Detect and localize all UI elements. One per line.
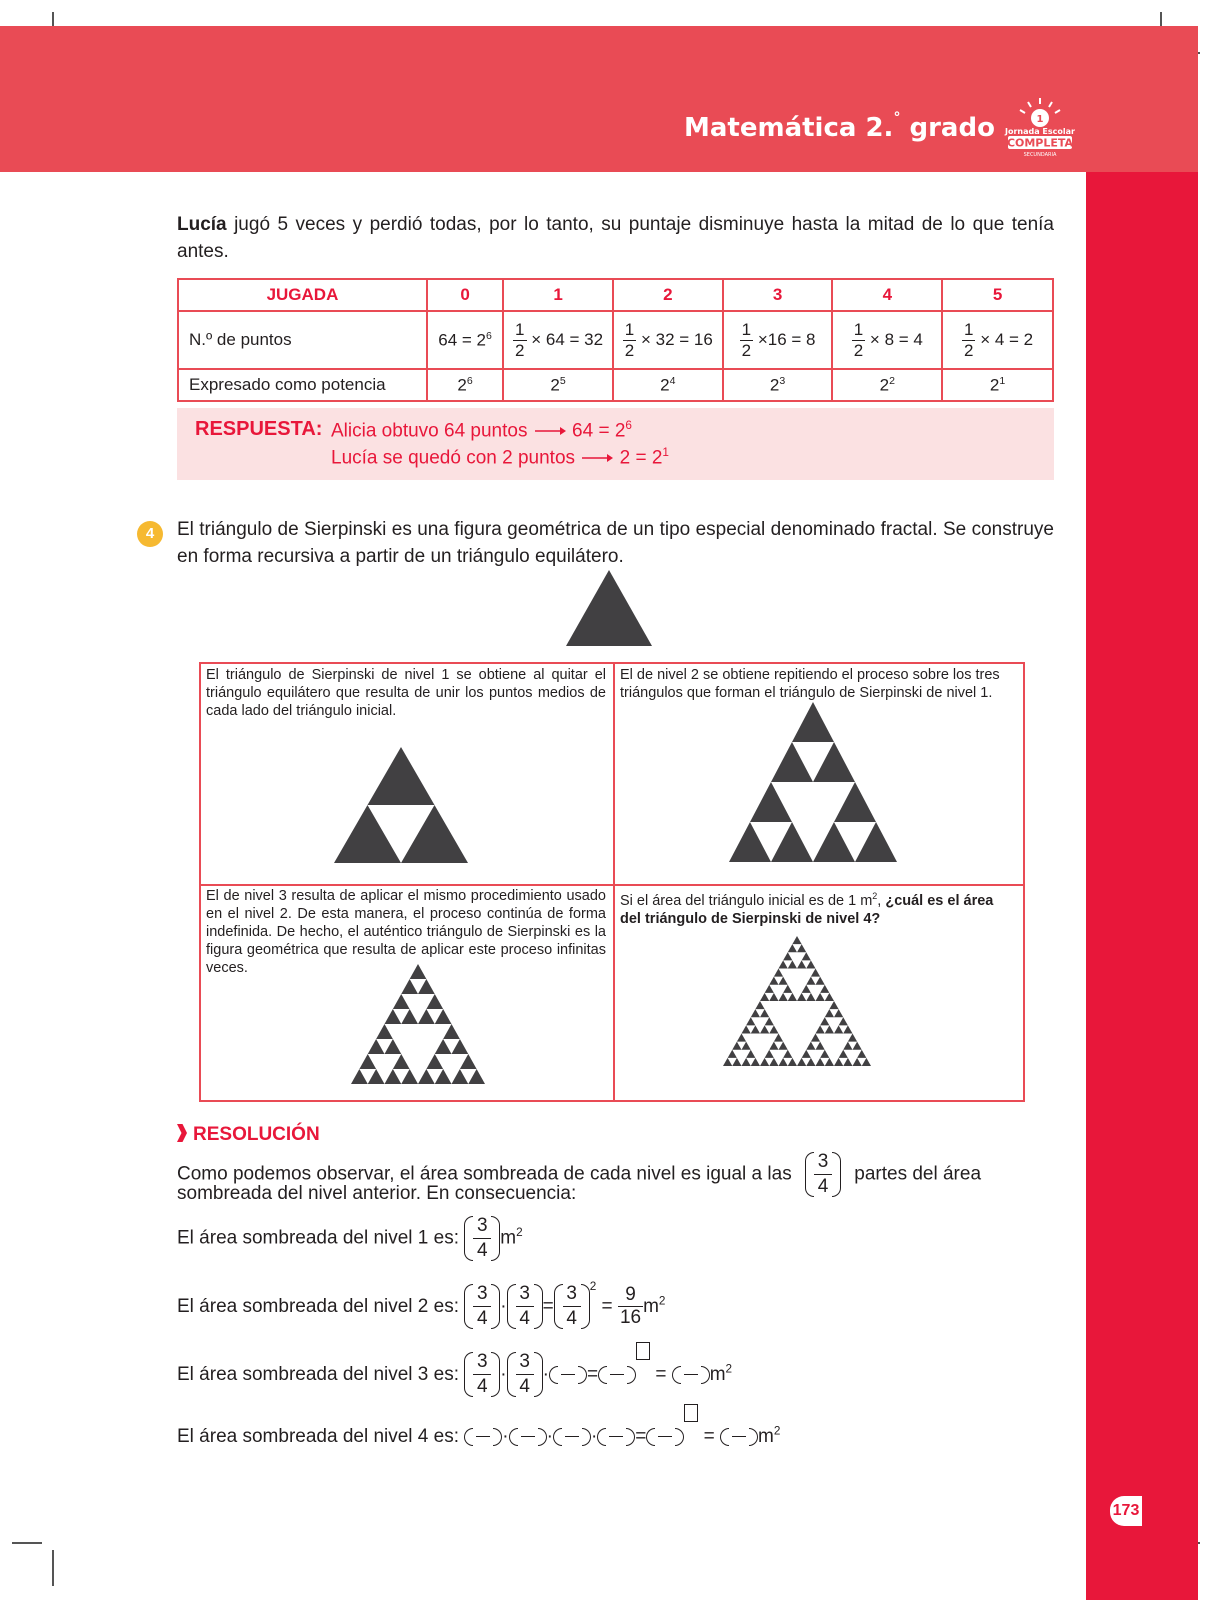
sierpinski-triangle xyxy=(820,985,829,993)
sierpinski-triangle xyxy=(468,1069,485,1084)
sierpinski-triangle xyxy=(426,1054,443,1069)
chevron-right-icon xyxy=(177,1124,187,1142)
sierpinski-triangle xyxy=(769,993,778,1001)
sierpinski-triangle xyxy=(839,1017,848,1025)
equation-level-1: El área sombreada del nivel 1 es: $\frac{3}{4}$ $m^2$ xyxy=(177,1215,523,1261)
sierpinski-triangle xyxy=(359,1054,376,1069)
sierpinski-grid xyxy=(199,662,1025,1102)
sierpinski-triangle xyxy=(825,1025,834,1033)
sierpinski-triangle xyxy=(401,805,468,863)
sierpinski-triangle xyxy=(802,952,811,960)
sierpinski-triangle xyxy=(779,1058,788,1066)
answer-box xyxy=(177,408,1054,480)
sierpinski-triangle xyxy=(334,805,401,863)
sierpinski-triangle xyxy=(806,977,815,985)
sierpinski-triangle xyxy=(765,985,774,993)
equation-level-3: El área sombreada del nivel 3 es: $\frac{3}{4}$ · $\frac{3}{4}$ · = = $m^2$ xyxy=(177,1342,732,1399)
sierpinski-triangle xyxy=(393,1054,410,1069)
sierpinski-triangle xyxy=(393,994,410,1009)
sierpinski-triangle xyxy=(742,1042,751,1050)
sierpinski-triangle xyxy=(376,1024,393,1039)
answer-label: RESPUESTA: xyxy=(195,418,323,440)
sierpinski-triangle xyxy=(853,1042,862,1050)
sierpinski-triangle xyxy=(385,1009,402,1024)
points-table xyxy=(177,278,1054,402)
sierpinski-triangle xyxy=(750,782,792,822)
sierpinski-triangle xyxy=(435,1009,452,1024)
arrow-right-icon xyxy=(580,452,614,464)
row-label: Expresado como potencia xyxy=(178,369,427,401)
sierpinski-triangle xyxy=(783,952,792,960)
sierpinski-triangle xyxy=(834,782,876,822)
sierpinski-triangle xyxy=(806,993,815,1001)
sierpinski-triangle xyxy=(843,1042,852,1050)
sierpinski-triangle xyxy=(797,944,806,952)
sierpinski-triangle xyxy=(368,1039,385,1054)
table-cell: $\frac{1}{2}$ × 32 = 16 xyxy=(613,311,723,369)
sierpinski-triangle xyxy=(811,1034,820,1042)
table-header: 3 xyxy=(723,279,833,311)
sierpinski-triangle xyxy=(452,1069,469,1084)
sierpinski-triangle xyxy=(385,1039,402,1054)
sierpinski-triangle xyxy=(806,960,815,968)
table-cell: $64 = 2^6$ xyxy=(427,311,503,369)
sierpinski-triangle xyxy=(435,1069,452,1084)
sierpinski-triangle xyxy=(732,1058,741,1066)
sierpinski-triangle xyxy=(426,994,443,1009)
sierpinski-triangle xyxy=(825,993,834,1001)
table-header: 1 xyxy=(503,279,613,311)
sierpinski-triangle xyxy=(351,1069,368,1084)
svg-text:COMPLETA: COMPLETA xyxy=(1006,136,1074,150)
sierpinski-triangle xyxy=(751,1025,760,1033)
sierpinski-triangle xyxy=(418,979,435,994)
sierpinski-level-3 xyxy=(351,964,485,1084)
table-cell: $2^5$ xyxy=(503,369,613,401)
sierpinski-triangle xyxy=(774,1034,783,1042)
sierpinski-triangle xyxy=(834,1009,843,1017)
sierpinski-triangle xyxy=(729,822,771,862)
sierpinski-triangle xyxy=(460,1054,477,1069)
sierpinski-triangle xyxy=(862,1058,871,1066)
sierpinski-triangle xyxy=(853,1058,862,1066)
svg-text:1: 1 xyxy=(1036,114,1044,125)
table-cell: $2^3$ xyxy=(723,369,833,401)
sierpinski-triangle xyxy=(783,1050,792,1058)
grid-divider xyxy=(201,884,1023,886)
sierpinski-level-4 xyxy=(723,936,871,1066)
sierpinski-triangle xyxy=(806,1042,815,1050)
sierpinski-triangle xyxy=(760,1009,769,1017)
svg-text:SECUNDARIA: SECUNDARIA xyxy=(1023,152,1057,158)
level2-description: El de nivel 2 se obtiene repitiendo el proceso sobre los tres triángulos que forman el triángulo de Sierpinski de nivel 1. xyxy=(620,667,1000,701)
sierpinski-triangle xyxy=(816,977,825,985)
sierpinski-triangle xyxy=(834,1058,843,1066)
sierpinski-triangle xyxy=(816,1058,825,1066)
sierpinski-triangle xyxy=(816,1025,825,1033)
equation-level-2: El área sombreada del nivel 2 es: $\frac{3}{4}$ · $\frac{3}{4}$ = $\frac{3}{4}$ $^2$ = $\frac{9}{16}$ $m^2$ xyxy=(177,1280,666,1330)
table-header: JUGADA xyxy=(178,279,427,311)
row-label: N.º de puntos xyxy=(178,311,427,369)
sierpinski-triangle xyxy=(779,993,788,1001)
grid-divider xyxy=(613,664,615,1100)
table-cell: $\frac{1}{2}$ × 8 = 4 xyxy=(832,311,942,369)
sierpinski-triangle xyxy=(769,1058,778,1066)
sierpinski-triangle xyxy=(774,969,783,977)
table-cell: $\frac{1}{2}$ × 4 = 2 xyxy=(942,311,1053,369)
table-cell: $\frac{1}{2}$ ×16 = 8 xyxy=(723,311,833,369)
intro-paragraph: Lucía jugó 5 veces y perdió todas, por lo tanto, su puntaje disminuye hasta la mitad de lo que tenía antes. xyxy=(177,214,1054,262)
sierpinski-level-1 xyxy=(334,747,468,863)
page-header-title: Matemática 2.° grado xyxy=(684,110,995,143)
sierpinski-triangle xyxy=(771,822,813,862)
exponent-blank xyxy=(684,1404,698,1422)
answer-line: Alicia obtuvo 64 puntos $64 = 2^6$ xyxy=(331,419,632,442)
sierpinski-level-2 xyxy=(729,702,897,862)
sierpinski-triangle xyxy=(418,1009,435,1024)
sierpinski-triangle xyxy=(802,1050,811,1058)
sierpinski-triangle xyxy=(792,702,834,742)
sierpinski-triangle xyxy=(769,1042,778,1050)
sierpinski-triangle xyxy=(385,1069,402,1084)
sierpinski-triangle xyxy=(811,969,820,977)
sierpinski-triangle xyxy=(410,964,427,979)
sierpinski-triangle xyxy=(746,1050,755,1058)
equation-level-4: El área sombreada del nivel 4 es: · · · = = $m^2$ xyxy=(177,1404,780,1448)
initial-triangle xyxy=(566,570,652,646)
sierpinski-triangle xyxy=(751,1009,760,1017)
level3-description: El de nivel 3 resulta de aplicar el mismo procedimiento usado en el nivel 2. De esta manera, el proceso continúa de forma indefinida. De hecho, el auténtico triángulo de Sierpinski es la figura geométrica que resulta de aplicar este proceso infinitas veces. xyxy=(206,888,606,976)
sierpinski-triangle xyxy=(788,944,797,952)
table-cell: $\frac{1}{2}$ × 64 = 32 xyxy=(503,311,613,369)
table-cell: $2^6$ xyxy=(427,369,503,401)
sierpinski-triangle xyxy=(401,979,418,994)
sierpinski-triangle xyxy=(825,1009,834,1017)
sierpinski-triangle xyxy=(816,993,825,1001)
sierpinski-triangle xyxy=(751,1058,760,1066)
exponent-blank xyxy=(636,1342,650,1360)
sierpinski-triangle xyxy=(792,936,801,944)
resolucion-title: RESOLUCIÓN xyxy=(177,1124,320,1146)
table-cell: $2^1$ xyxy=(942,369,1053,401)
table-cell: $2^2$ xyxy=(832,369,942,401)
resolucion-paragraph: Como podemos observar, el área sombreada de cada nivel es igual a las $\frac{3}{4}$ partes del área xyxy=(177,1151,982,1197)
svg-text:Jornada Escolar: Jornada Escolar xyxy=(1005,127,1075,136)
sierpinski-triangle xyxy=(769,977,778,985)
sierpinski-triangle xyxy=(746,1017,755,1025)
crop-mark xyxy=(52,1550,54,1586)
sierpinski-triangle xyxy=(728,1050,737,1058)
sierpinski-triangle xyxy=(765,1050,774,1058)
table-header: 5 xyxy=(942,279,1053,311)
sierpinski-triangle xyxy=(843,1025,852,1033)
level4-question: Si el área del triángulo inicial es de 1 $m^2$, ¿cuál es el área del triángulo de Sierpinski de nivel 4? xyxy=(620,891,994,927)
sierpinski-triangle xyxy=(401,1069,418,1084)
sierpinski-triangle xyxy=(797,993,806,1001)
sierpinski-triangle xyxy=(732,1042,741,1050)
sierpinski-triangle xyxy=(825,1058,834,1066)
sierpinski-triangle xyxy=(813,822,855,862)
side-bar xyxy=(1086,172,1198,1600)
table-header: 2 xyxy=(613,279,723,311)
sierpinski-triangle xyxy=(760,993,769,1001)
sierpinski-triangle xyxy=(769,1025,778,1033)
sierpinski-triangle xyxy=(401,1009,418,1024)
sierpinski-triangle xyxy=(368,747,435,805)
sierpinski-triangle xyxy=(855,822,897,862)
crop-mark xyxy=(12,1542,42,1544)
sierpinski-triangle xyxy=(452,1039,469,1054)
sierpinski-triangle xyxy=(820,1050,829,1058)
sierpinski-triangle xyxy=(779,977,788,985)
sierpinski-triangle xyxy=(760,1025,769,1033)
answer-line: Lucía se quedó con 2 puntos $2 = 2^1$ xyxy=(331,446,669,469)
sierpinski-triangle xyxy=(368,1069,385,1084)
sierpinski-triangle xyxy=(783,985,792,993)
table-cell: $2^4$ xyxy=(613,369,723,401)
sierpinski-triangle xyxy=(737,1034,746,1042)
sierpinski-triangle xyxy=(829,1001,838,1009)
sierpinski-triangle xyxy=(435,1039,452,1054)
sierpinski-triangle xyxy=(742,1058,751,1066)
sierpinski-triangle xyxy=(760,1058,769,1066)
sierpinski-triangle xyxy=(816,1042,825,1050)
question-number: 4 xyxy=(137,521,163,547)
resolucion-paragraph: sombreada del nivel anterior. En consecuencia: xyxy=(177,1183,577,1204)
sierpinski-triangle xyxy=(843,1058,852,1066)
sierpinski-triangle xyxy=(797,1058,806,1066)
sierpinski-triangle xyxy=(418,1069,435,1084)
table-header: 0 xyxy=(427,279,503,311)
page-number: 173 xyxy=(1110,1496,1142,1526)
sierpinski-triangle xyxy=(813,742,855,782)
arrow-right-icon xyxy=(533,425,567,437)
sierpinski-triangle xyxy=(848,1034,857,1042)
sierpinski-triangle xyxy=(779,1042,788,1050)
sierpinski-triangle xyxy=(806,1058,815,1066)
question-text: El triángulo de Sierpinski es una figura geométrica de un tipo especial denominado fractal. Se construye en forma recursiva a partir de un triángulo equilátero. xyxy=(177,519,1054,567)
table-header: 4 xyxy=(832,279,942,311)
sierpinski-triangle xyxy=(771,742,813,782)
sierpinski-triangle xyxy=(820,1017,829,1025)
sierpinski-triangle xyxy=(723,1058,732,1066)
sierpinski-triangle xyxy=(779,960,788,968)
sierpinski-triangle xyxy=(788,1058,797,1066)
sierpinski-triangle xyxy=(443,1024,460,1039)
jornada-escolar-logo xyxy=(1000,96,1080,160)
sierpinski-triangle xyxy=(788,993,797,1001)
level1-description: El triángulo de Sierpinski de nivel 1 se obtiene al quitar el triángulo equilátero que resulta de unir los puntos medios de cada lado del triángulo inicial. xyxy=(206,667,606,719)
sierpinski-triangle xyxy=(742,1025,751,1033)
sierpinski-triangle xyxy=(834,1025,843,1033)
sierpinski-triangle xyxy=(839,1050,848,1058)
sierpinski-triangle xyxy=(765,1017,774,1025)
sierpinski-triangle xyxy=(788,960,797,968)
sierpinski-triangle xyxy=(797,960,806,968)
sierpinski-triangle xyxy=(857,1050,866,1058)
sierpinski-triangle xyxy=(755,1001,764,1009)
sierpinski-triangle xyxy=(802,985,811,993)
